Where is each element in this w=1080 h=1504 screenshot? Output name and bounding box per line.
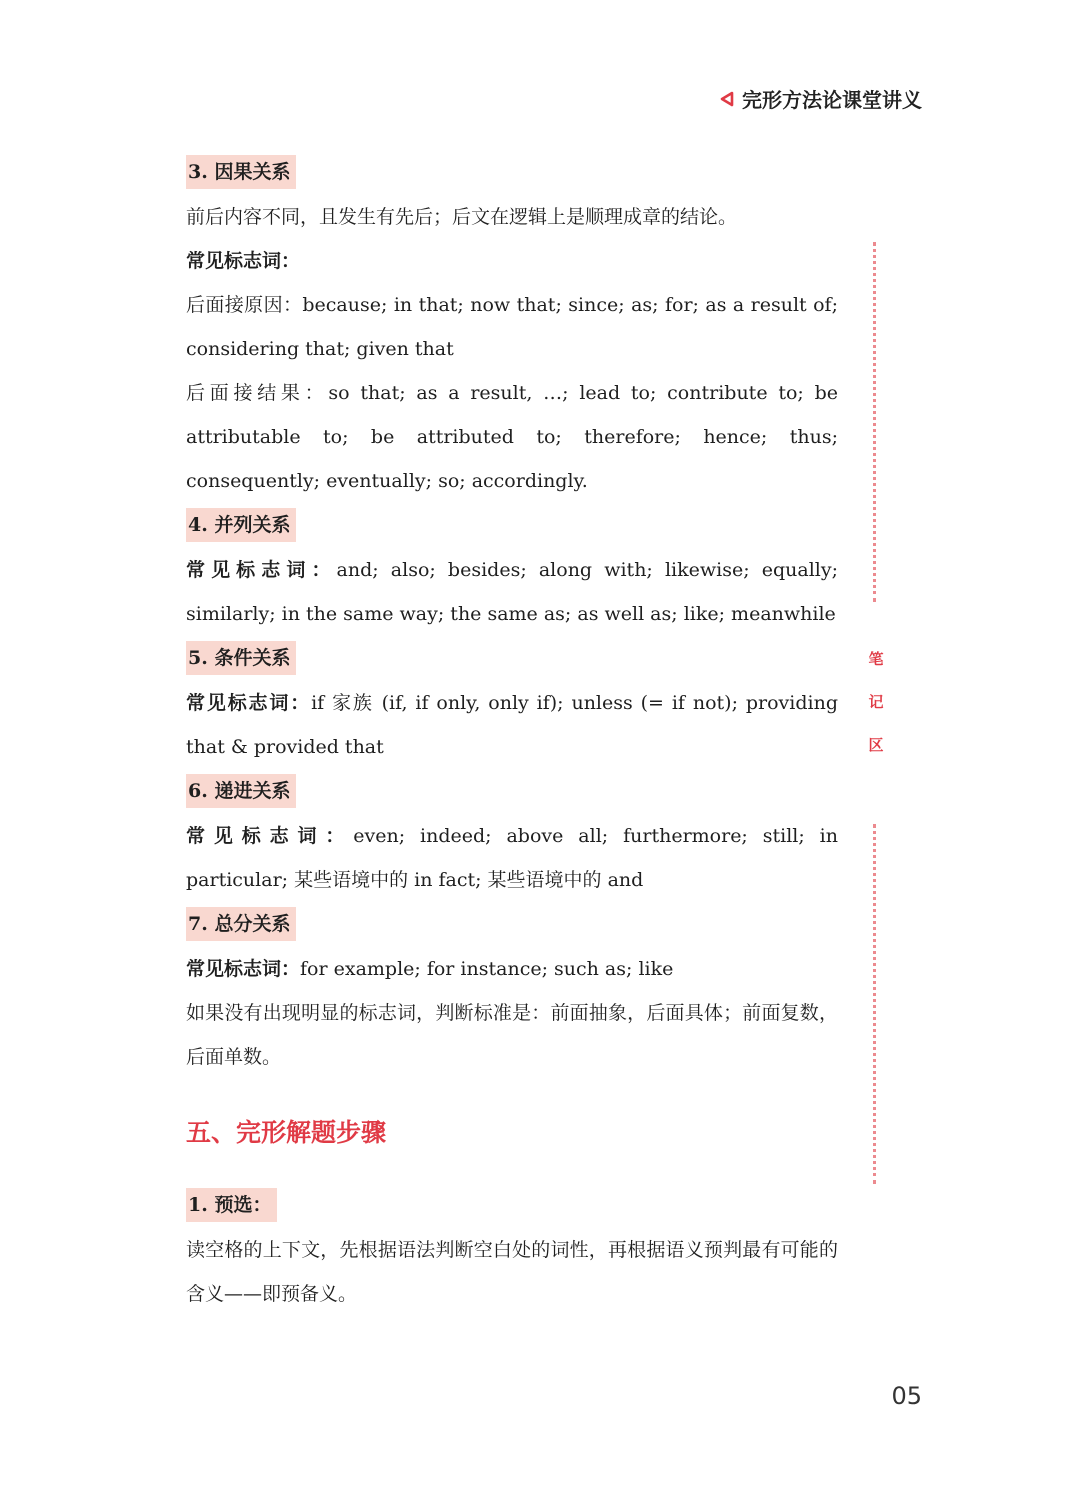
header-title: 完形方法论课堂讲义 (742, 88, 922, 112)
section-heading: 7. 总分关系 (186, 907, 296, 941)
markers-text: if 家族 (if, if only, only if); unless (= if not); providing that & provided that (186, 692, 838, 758)
part-title: 五、完形解题步骤 (186, 1118, 387, 1147)
section-markers (186, 548, 838, 636)
main-content (186, 150, 838, 1316)
notes-char: 笔 (868, 650, 884, 668)
markers-label: 常见标志词： (186, 559, 337, 581)
markers-text: for example; for instance; such as; like (300, 958, 674, 980)
effect-text: so that; as a result, …; lead to; contribute to; be attributable to; be attributed to; therefore; hence; thus; consequently; eventually; so; accordingly. (186, 382, 838, 492)
effect-label: 后面接结果： (186, 382, 329, 404)
section-heading: 4. 并列关系 (186, 508, 296, 542)
step-text: 读空格的上下文，先根据语法判断空白处的词性，再根据语义预判最有可能的含义——即预备义。 (186, 1239, 838, 1305)
effect-markers (186, 371, 838, 503)
notes-char: 记 (868, 693, 884, 711)
section-markers (186, 814, 838, 902)
triangle-left-outline-icon (720, 91, 734, 107)
section-heading: 3. 因果关系 (186, 155, 296, 189)
section-markers (186, 681, 838, 769)
notes-divider-bottom (873, 824, 876, 1184)
section-heading: 5. 条件关系 (186, 641, 296, 675)
page-number: 05 (891, 1382, 922, 1410)
markers-text: even; indeed; above all; furthermore; still; in particular; 某些语境中的 in fact; 某些语境中的 and (186, 825, 838, 891)
notes-area-label (864, 648, 888, 755)
step-heading: 1. 预选： (186, 1188, 277, 1222)
notes-char: 区 (868, 736, 884, 754)
notes-divider-top (873, 242, 876, 602)
page-header (720, 84, 922, 113)
markers-label: 常见标志词： (186, 825, 354, 847)
markers-label: 常见标志词： (186, 958, 301, 980)
cause-markers (186, 283, 838, 371)
section-note: 如果没有出现明显的标志词，判断标准是：前面抽象，后面具体；前面复数，后面单数。 (186, 1002, 838, 1068)
cause-label: 后面接原因： (186, 294, 303, 316)
markers-label: 常见标志词： (186, 692, 312, 714)
section-markers (186, 947, 838, 991)
markers-label: 常见标志词： (186, 250, 301, 272)
cause-text: because; in that; now that; since; as; for; as a result of; considering that; given that (186, 294, 838, 360)
markers-text: and; also; besides; along with; likewise; equally; similarly; in the same way; the same as; as well as; like; meanwhile (186, 559, 838, 625)
section-heading: 6. 递进关系 (186, 774, 296, 808)
section-description: 前后内容不同，且发生有先后；后文在逻辑上是顺理成章的结论。 (186, 206, 738, 228)
